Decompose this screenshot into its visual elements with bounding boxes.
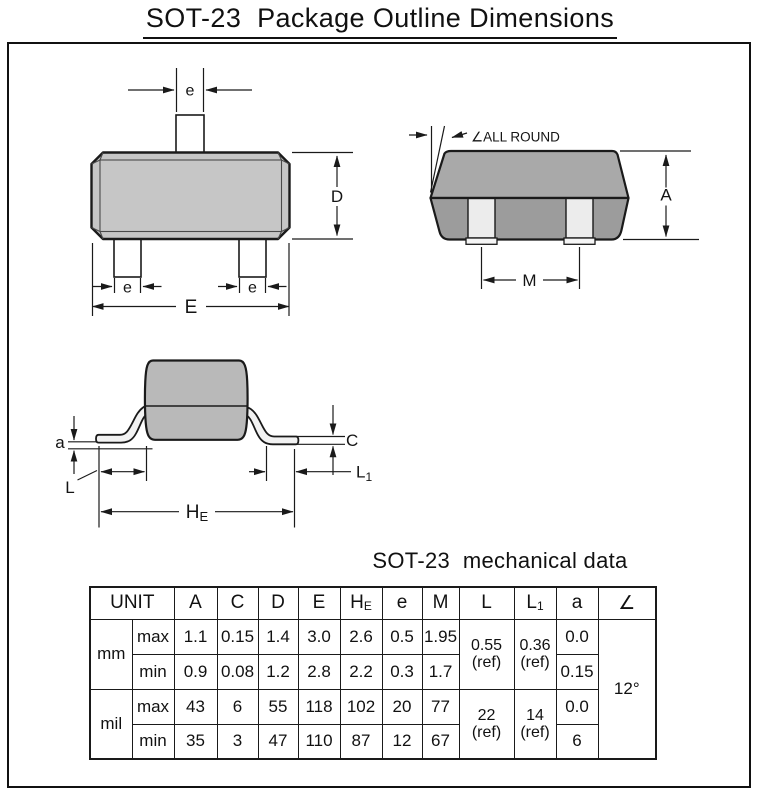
iso-front-face	[431, 198, 629, 240]
dim-label-e-top: e	[185, 82, 195, 100]
dim-label-D: D	[330, 187, 344, 206]
table-cell: 2.6	[340, 619, 382, 654]
dim-label-a: a	[55, 433, 65, 452]
col-header-L1	[514, 587, 556, 619]
table-cell: 118	[298, 689, 340, 724]
col-header-HE	[340, 587, 382, 619]
table-row-mm-max	[90, 619, 656, 654]
dim-arrow	[452, 133, 467, 138]
dim-label-C: C	[346, 431, 359, 450]
dim-label-HE-main: H	[185, 502, 200, 523]
iso-pin-right	[566, 199, 593, 239]
col-header-D: D	[258, 587, 298, 619]
table-cell: 3.0	[298, 619, 340, 654]
limit-cell: min	[132, 724, 174, 759]
ref-value: 14	[526, 706, 544, 724]
table-cell: 2.2	[340, 654, 382, 689]
table-header-row	[90, 587, 656, 619]
ref-note: (ref)	[520, 723, 550, 741]
table-row-mil-min	[90, 724, 656, 759]
iso-pin-left-foot	[466, 238, 497, 244]
ref-value: 0.36	[519, 637, 551, 654]
table-cell: 87	[340, 724, 382, 759]
ref-note: (ref)	[471, 723, 502, 741]
col-header-C: C	[217, 587, 258, 619]
limit-cell: max	[132, 689, 174, 724]
table-cell-L1-mm	[514, 619, 556, 689]
iso-pin-left	[468, 199, 495, 239]
table-cell: 1.1	[174, 619, 217, 654]
table-cell: 0.15	[217, 619, 258, 654]
page-title-text: SOT-23 Package Outline Dimensions	[143, 3, 617, 39]
table-cell-L-mil	[459, 689, 514, 759]
table-cell: 0.5	[382, 619, 422, 654]
table-cell: 47	[258, 724, 298, 759]
ref-note: (ref)	[471, 654, 502, 671]
col-header-L: L	[459, 587, 514, 619]
table-cell: 1.4	[258, 619, 298, 654]
dim-lines-C	[296, 437, 345, 445]
col-header-E: E	[298, 587, 340, 619]
col-header-HE-main: H	[350, 592, 364, 614]
front-view-top-pin	[176, 115, 204, 153]
table-cell: 6	[556, 724, 598, 759]
iso-pin-right-foot	[564, 238, 595, 244]
table-cell: 110	[298, 724, 340, 759]
table-cell-L1-mil	[514, 689, 556, 759]
mechanical-data-heading: SOT-23 mechanical data	[372, 548, 628, 573]
col-header-L1-sub: 1	[536, 599, 544, 614]
dim-label-e-right: e	[248, 279, 257, 297]
dim-label-M: M	[522, 271, 537, 290]
col-header-L1-main: L	[526, 592, 537, 614]
table-cell: 1.7	[422, 654, 459, 689]
table-cell: 0.0	[556, 619, 598, 654]
front-view-bottom-pin-left	[114, 237, 141, 277]
table-cell: 67	[422, 724, 459, 759]
table-cell: 1.95	[422, 619, 459, 654]
table-cell: 20	[382, 689, 422, 724]
table-cell: 55	[258, 689, 298, 724]
table-cell: 102	[340, 689, 382, 724]
table-cell: 6	[217, 689, 258, 724]
table-cell: 0.9	[174, 654, 217, 689]
table-cell: 2.8	[298, 654, 340, 689]
table-cell: 77	[422, 689, 459, 724]
all-round-note: ∠ALL ROUND	[471, 129, 560, 145]
dim-label-L1-main: L	[356, 462, 366, 482]
dim-ext-lines-L1	[267, 446, 295, 528]
table-row-mm-min	[90, 654, 656, 689]
col-header-A: A	[174, 587, 217, 619]
dim-label-E: E	[184, 297, 198, 318]
ref-note: (ref)	[520, 654, 550, 671]
dim-ext-lines-L	[99, 446, 147, 528]
table-cell-angle: 12°	[598, 619, 656, 759]
dim-leader-L	[78, 471, 98, 481]
table-cell: 12	[382, 724, 422, 759]
limit-cell: max	[132, 619, 174, 654]
table-cell: 0.3	[382, 654, 422, 689]
dim-label-HE	[186, 502, 209, 524]
iso-top-face	[431, 151, 629, 198]
dim-label-L: L	[65, 478, 75, 497]
col-header-a: a	[556, 587, 598, 619]
front-view-bottom-pin-right	[239, 237, 266, 277]
mechanical-data-table	[89, 586, 657, 760]
dim-ext-lines-D	[292, 153, 353, 240]
ref-value: 0.55	[470, 637, 503, 654]
table-cell-L-mm	[459, 619, 514, 689]
dim-label-HE-sub: E	[199, 509, 209, 524]
dim-label-L1-sub: 1	[365, 470, 373, 484]
table-cell: 0.08	[217, 654, 258, 689]
table-cell: 1.2	[258, 654, 298, 689]
table-cell: 35	[174, 724, 217, 759]
col-header-M: M	[422, 587, 459, 619]
dim-label-e-left: e	[123, 279, 132, 297]
limit-cell: min	[132, 654, 174, 689]
table-cell: 43	[174, 689, 217, 724]
table-cell: 0.0	[556, 689, 598, 724]
unit-cell-mm: mm	[90, 619, 132, 689]
col-header-HE-sub: E	[363, 599, 372, 614]
table-row-mil-max	[90, 689, 656, 724]
section-view	[55, 361, 372, 528]
front-view	[92, 68, 354, 318]
iso-side-view	[409, 126, 699, 290]
col-header-angle: ∠	[598, 587, 656, 619]
table-cell: 3	[217, 724, 258, 759]
dim-label-A: A	[660, 185, 672, 205]
ref-value: 22	[477, 706, 496, 724]
front-view-body	[92, 153, 290, 240]
section-body	[145, 361, 248, 440]
dim-label-L1	[356, 463, 372, 485]
col-header-unit: UNIT	[90, 587, 174, 619]
table-cell: 0.15	[556, 654, 598, 689]
unit-cell-mil: mil	[90, 689, 132, 759]
col-header-e: e	[382, 587, 422, 619]
dim-ext-lines-e-bottom	[115, 278, 266, 293]
